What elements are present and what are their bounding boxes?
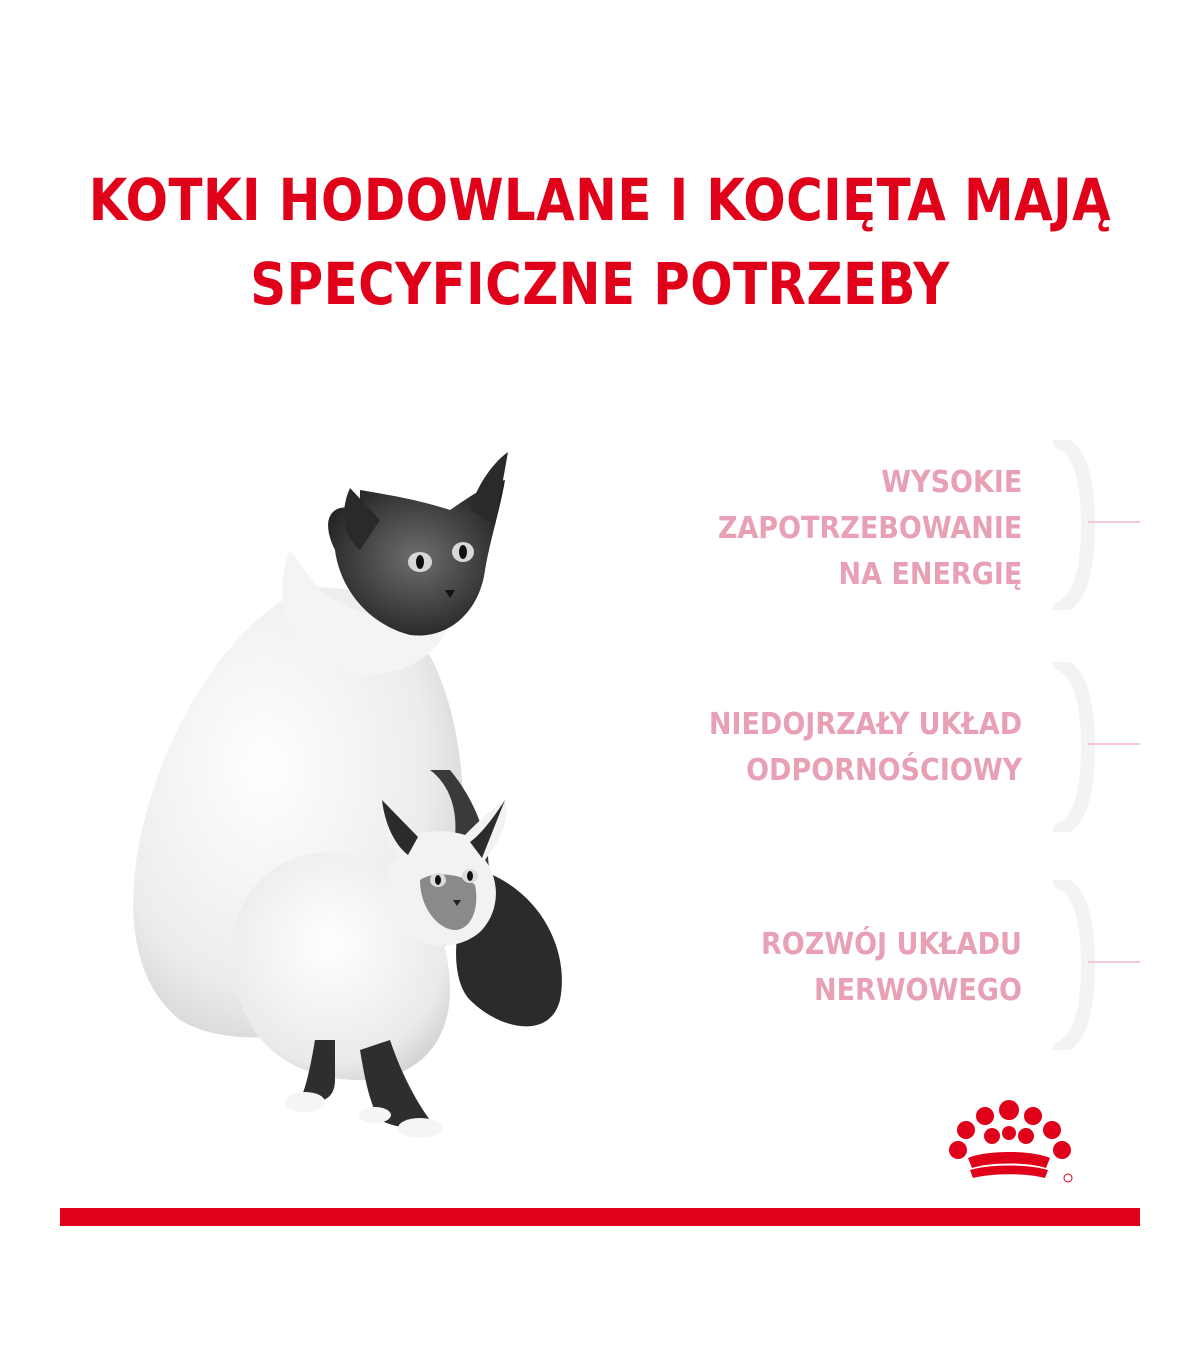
need-line: ZAPOTRZEBOWANIE — [717, 511, 1022, 546]
crown-logo — [946, 1098, 1078, 1186]
headline-line-1: KOTKI HODOWLANE I KOCIĘTA MAJĄ — [88, 166, 1112, 234]
need-line: NIEDOJRZAŁY UKŁAD — [708, 707, 1022, 742]
need-line: ROZWÓJ UKŁADU — [761, 927, 1022, 962]
need-item-nervous-system — [640, 880, 1070, 1050]
need-item-immunity — [640, 662, 1070, 832]
bottom-red-bar — [60, 1208, 1140, 1226]
need-line: NERWOWEGO — [814, 973, 1022, 1008]
need-item-energy — [640, 440, 1070, 610]
need-line: NA ENERGIĘ — [838, 557, 1022, 592]
need-line: ODPORNOŚCIOWY — [745, 753, 1022, 788]
headline — [84, 158, 1116, 326]
needs-list — [640, 440, 1140, 1060]
cat-and-kitten-image — [120, 440, 590, 1160]
need-line: WYSOKIE — [880, 465, 1022, 500]
headline-line-2: SPECYFICZNE POTRZEBY — [250, 250, 950, 318]
